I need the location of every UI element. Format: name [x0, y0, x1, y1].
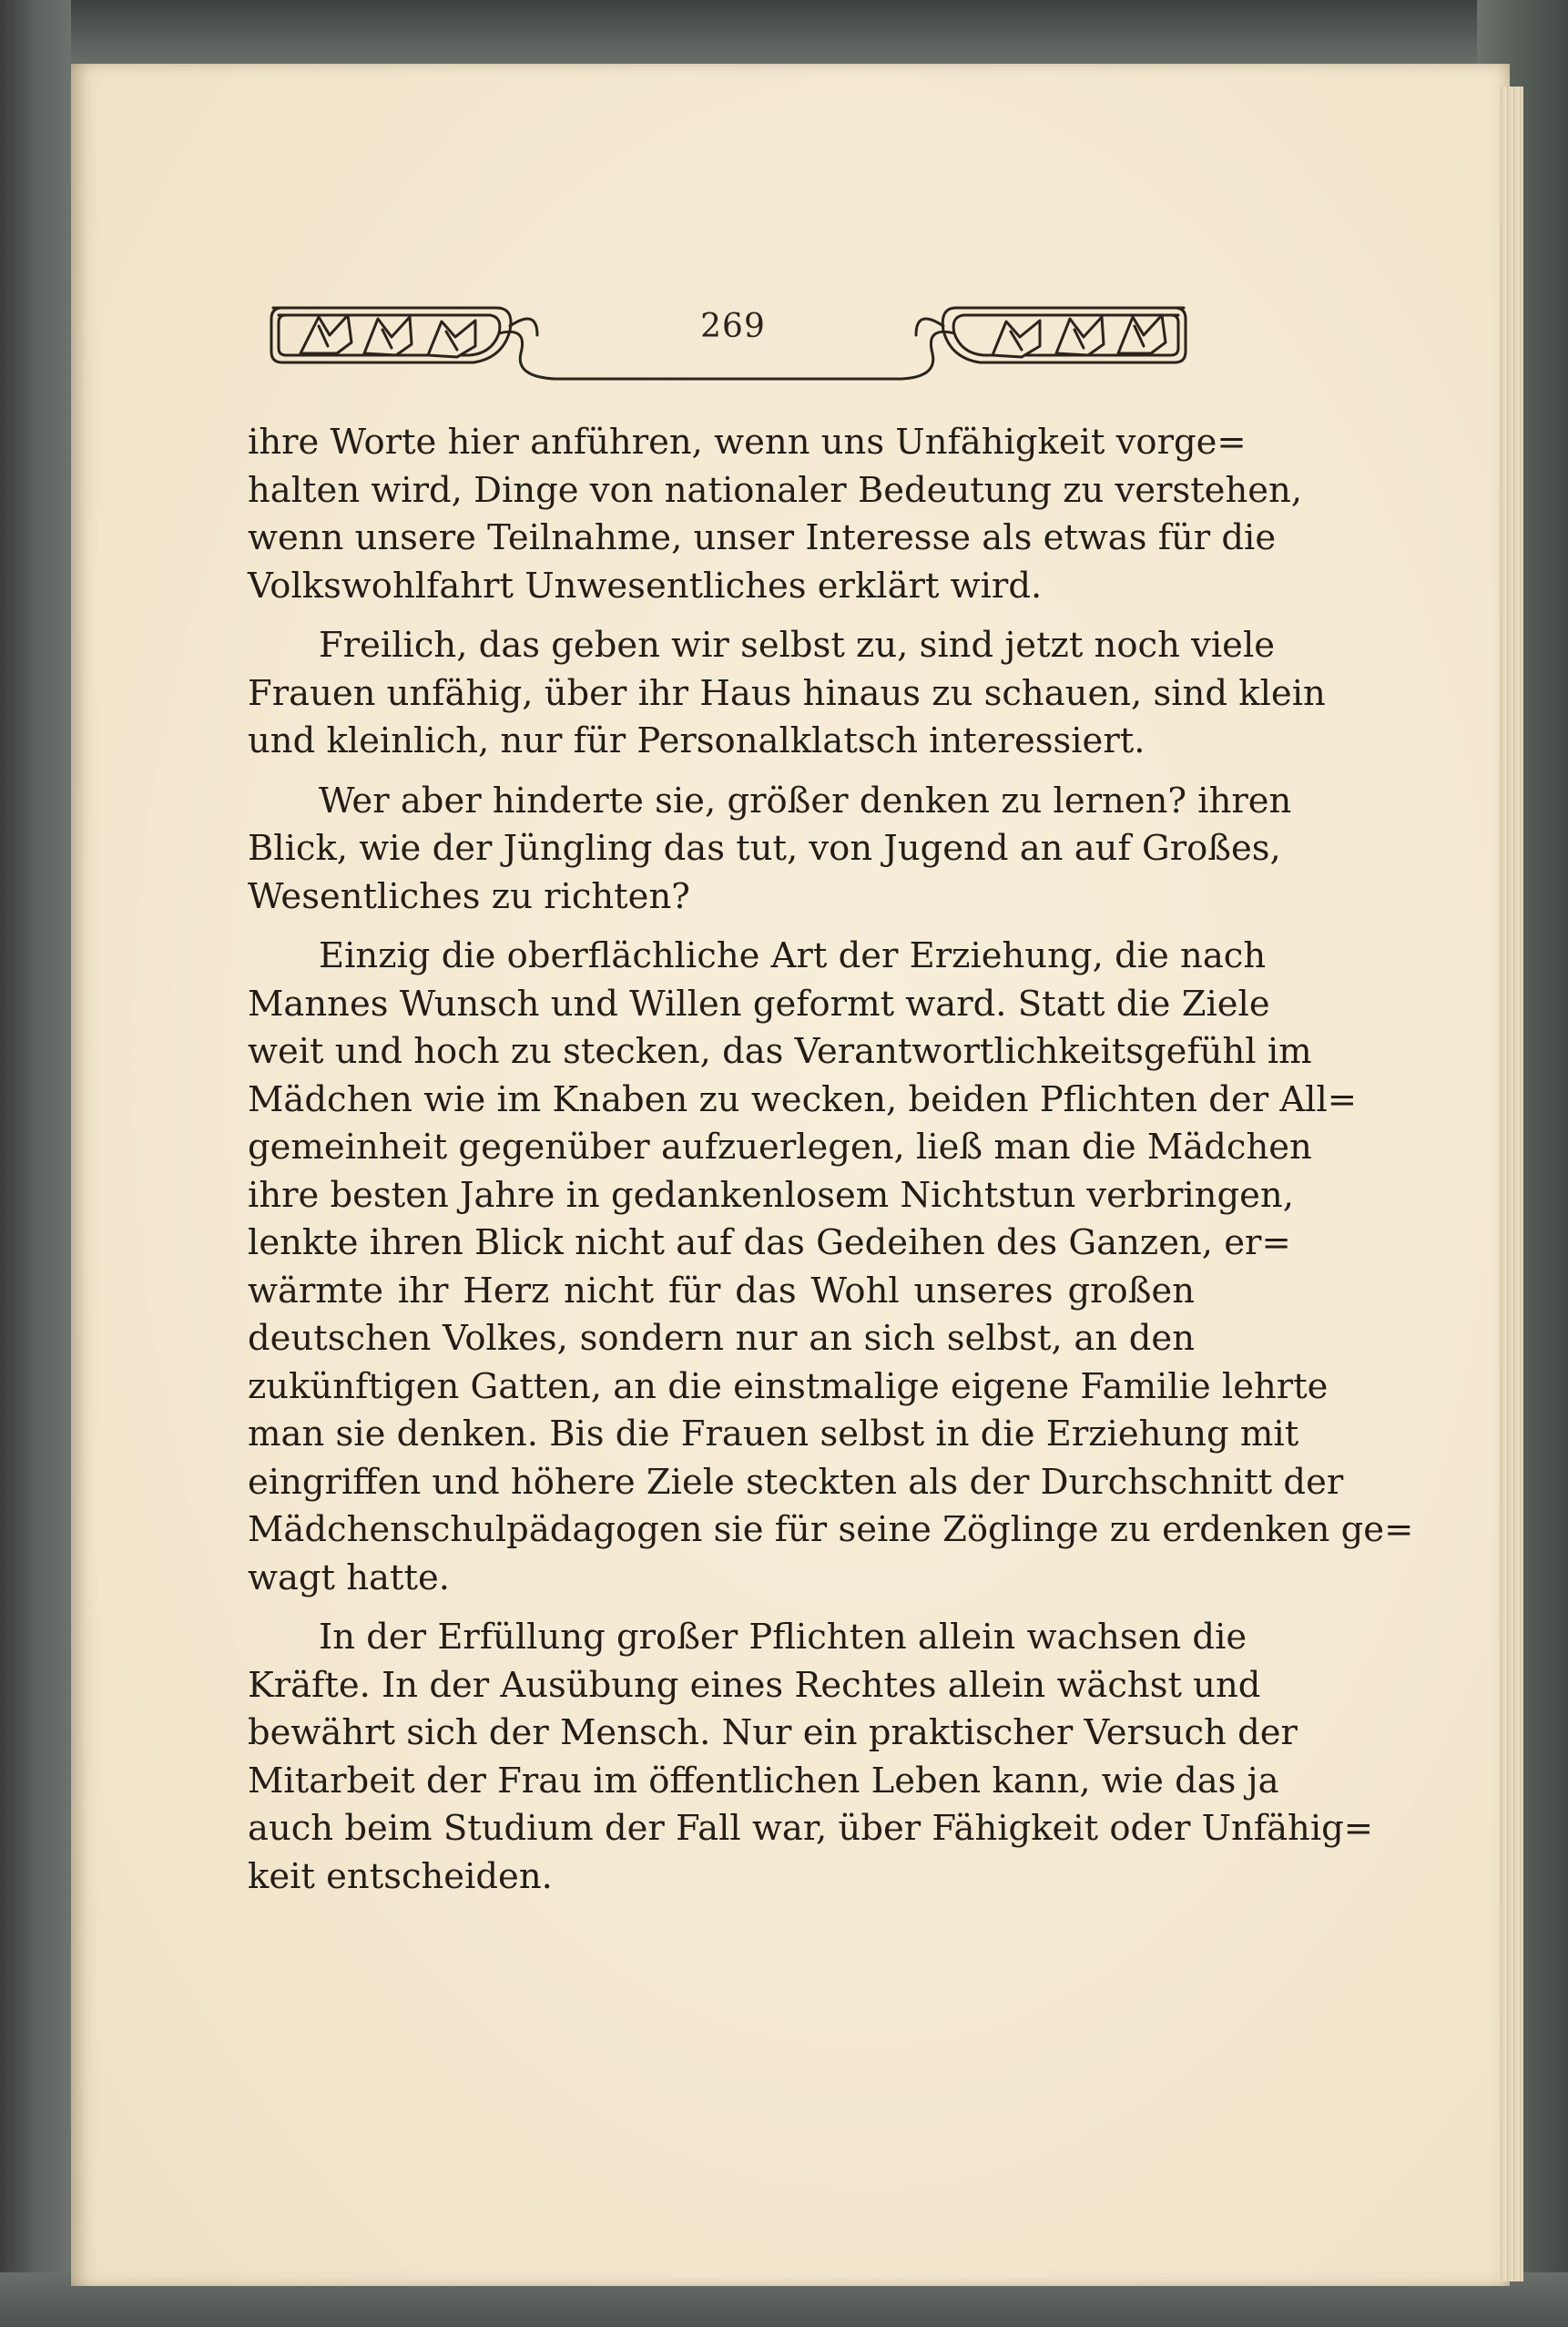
paragraph-gap [248, 921, 1195, 933]
text-line: wärmte ihr Herz nicht für das Wohl unseres großen [248, 1270, 1195, 1311]
paragraph [248, 1614, 1374, 1901]
text-line: wagt hatte. [248, 1556, 450, 1598]
text-line: Wesentliches zu richten? [248, 875, 690, 917]
text-line: Mannes Wunsch und Willen geformt ward. Statt die Ziele [248, 983, 1270, 1025]
paragraph [248, 778, 1292, 922]
text-line: Mitarbeit der Frau im öffentlichen Leben kann, wie das ja [248, 1760, 1279, 1801]
text-line: Mädchen wie im Knaben zu wecken, beiden Pflichten der All= [248, 1078, 1358, 1120]
text-line: bewährt sich der Mensch. Nur ein praktischer Versuch der [248, 1712, 1298, 1753]
text-line: wenn unsere Teilnahme, unser Interesse als etwas für die [248, 517, 1277, 558]
text-line: und kleinlich, nur für Personalklatsch interessiert. [248, 720, 1145, 761]
book-cover-top [0, 0, 1568, 68]
paragraph-gap [248, 766, 1195, 778]
text-line: gemeinheit gegenüber aufzuerlegen, ließ man die Mädchen [248, 1127, 1312, 1168]
page-edges [1498, 87, 1523, 2281]
text-line: Wer aber hinderte sie, größer denken zu lernen? ihren [319, 780, 1292, 822]
text-line: auch beim Studium der Fall war, über Fähigkeit oder Unfähig= [248, 1808, 1374, 1849]
text-line: Volkswohlfahrt Unwesentliches erklärt wird. [248, 565, 1043, 607]
text-line: ihre besten Jahre in gedankenlosem Nichtstun verbringen, [248, 1174, 1294, 1216]
text-line: Kräfte. In der Ausübung eines Rechtes allein wächst und [248, 1664, 1261, 1706]
text-line: weit und hoch zu stecken, das Verantwortlichkeitsgefühl im [248, 1031, 1312, 1072]
text-line: deutschen Volkes, sondern nur an sich selbst, an den [248, 1318, 1195, 1359]
text-line: Blick, wie der Jüngling das tut, von Jugend an auf Großes, [248, 828, 1281, 869]
page-number: 269 [700, 308, 766, 345]
paragraph-gap [248, 1602, 1195, 1614]
text-line: lenkte ihren Blick nicht auf das Gedeihen des Ganzen, er= [248, 1222, 1291, 1263]
text-line: man sie denken. Bis die Frauen selbst in die Erziehung mit [248, 1414, 1299, 1454]
text-line: In der Erfüllung großer Pflichten allein wachsen die [319, 1617, 1247, 1658]
text-line: zukünftigen Gatten, an die einstmalige eigene Familie lehrte [248, 1365, 1329, 1407]
book-cover-left [0, 0, 71, 2327]
text-line: keit entscheiden. [248, 1855, 553, 1897]
text-line: eingriffen und höhere Ziele steckten als der Durchschnitt der [248, 1461, 1344, 1503]
text-line: halten wird, Dinge von nationaler Bedeutung zu verstehen, [248, 469, 1303, 511]
paragraph-gap [248, 610, 1195, 622]
text-line: Einzig die oberflächliche Art der Erziehung, die nach [319, 935, 1267, 976]
text-line: Frauen unfähig, über ihr Haus hinaus zu schauen, sind klein [248, 672, 1326, 714]
paragraph [248, 622, 1326, 766]
text-line: Freilich, das geben wir selbst zu, sind jetzt noch viele [319, 625, 1276, 666]
text-line: ihre Worte hier anführen, wenn uns Unfähigkeit vorge= [248, 422, 1247, 463]
body-text [248, 419, 1414, 1901]
text-line: Mädchenschulpädagogen sie für seine Zöglinge zu erdenken ge= [248, 1509, 1414, 1550]
paragraph [248, 933, 1414, 1602]
paragraph [248, 419, 1303, 610]
